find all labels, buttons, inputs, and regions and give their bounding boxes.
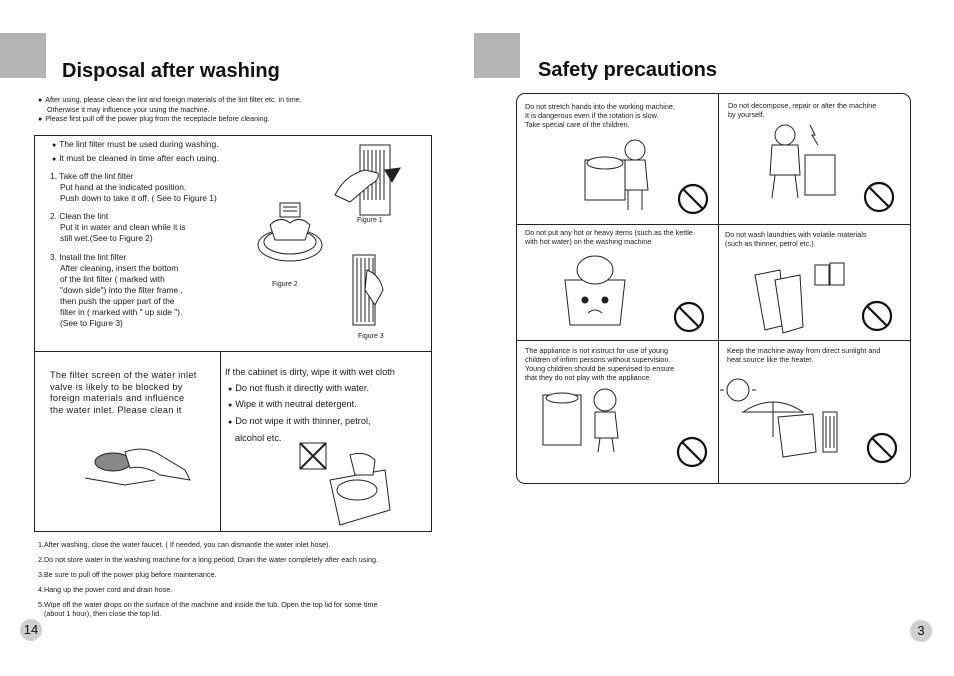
figure2-illustration — [250, 195, 330, 275]
safety-cell-3 — [525, 228, 693, 246]
left-header-decor — [0, 33, 46, 78]
left-page-number: 14 — [20, 619, 42, 641]
step2-line-2: still wet.(See to Figure 2) — [60, 233, 153, 243]
intro-line-2: Otherwise it may influence your using the machine. — [47, 105, 210, 114]
prohibition-icon — [678, 184, 708, 214]
cell3-illustration — [550, 245, 640, 335]
cabinet-item-3: ● Do not wipe it with thinner, petrol, — [225, 416, 395, 429]
cell1-line-1: Do not stretch hands into the working machine. — [525, 102, 675, 111]
left-page-title: Disposal after washing — [62, 60, 280, 82]
prohibition-icon — [867, 433, 897, 463]
right-page-number: 3 — [910, 620, 932, 642]
cell6-line-2: heat source like the heater. — [727, 355, 814, 364]
cabinet-illustration — [295, 440, 395, 525]
note-2: 2.Do not store water in the washing machine for a long period. Drain the water completely after each using. — [38, 555, 378, 564]
prohibition-icon — [674, 302, 704, 332]
figure1-caption: Figure 1 — [357, 217, 383, 224]
cell5-illustration — [540, 380, 630, 455]
cell4-line-1: Do not wash laundries with volatile materials — [725, 230, 867, 239]
cell4-line-2: (such as thinner, petrol etc.). — [725, 239, 816, 248]
step1-line-1: Put hand at the indicated position. — [60, 182, 187, 192]
note-3: 3.Be sure to pull off the power plug before maintenance. — [38, 570, 217, 579]
cell5-line-4: that they do not play with the appliance. — [525, 373, 652, 382]
intro-text — [38, 95, 302, 124]
step3-line-6: (See to Figure 3) — [60, 318, 123, 328]
inlet-text — [50, 370, 197, 416]
step3-title: 3. Install the lint filter — [50, 252, 127, 262]
cell6-line-1: Keep the machine away from direct sunlight and — [727, 346, 881, 355]
note-1: 1.After washing, close the water faucet. ( If needed, you can dismantle the water inlet hose). — [38, 540, 331, 549]
step3-line-2: of the lint filter ( marked with — [60, 274, 165, 284]
safety-divider-h2 — [516, 340, 910, 341]
figure1-illustration — [330, 140, 410, 220]
inlet-line-2: valve is likely to be blocked by — [50, 381, 183, 392]
prohibition-icon — [864, 182, 894, 212]
cell2-illustration — [760, 120, 840, 205]
inlet-line-4: the water inlet. Please clean it — [50, 404, 182, 415]
safety-divider-h1 — [516, 224, 910, 225]
step1-line-2: Push down to take it off. ( See to Figure 1) — [60, 193, 217, 203]
cell1-line-3: Take special care of the children. — [525, 120, 630, 129]
filter-bullet-1: ● The lint filter must be used during washing. — [50, 139, 219, 151]
filter-instructions — [50, 139, 219, 329]
note-5: 5.Wipe off the water drops on the surface of the machine and inside the tub. Open the top lid for some time — [38, 600, 378, 609]
cell4-illustration — [745, 255, 845, 335]
inlet-illustration — [85, 440, 195, 490]
cell5-line-3: Young children should be supervised to ensure — [525, 364, 675, 373]
cabinet-item-1: ● Do not flush it directly with water. — [225, 383, 395, 396]
right-header-decor — [474, 33, 520, 78]
safety-cell-5 — [525, 346, 674, 382]
safety-cell-1 — [525, 102, 675, 129]
cabinet-heading: If the cabinet is dirty, wipe it with wet cloth — [225, 367, 395, 377]
intro-line-3: ● Please first pull off the power plug from the receptacle before cleaning. — [38, 114, 302, 124]
cell1-illustration — [580, 135, 660, 215]
cell5-line-1: The appliance is not instruct for use of young — [525, 346, 669, 355]
step3-line-1: After cleaning, insert the bottom — [60, 263, 179, 273]
safety-cell-6 — [727, 346, 880, 364]
cabinet-item-2: ● Wipe it with neutral detergent. — [225, 399, 395, 412]
cabinet-item-4: alcohol etc. — [235, 433, 282, 443]
step2-title: 2. Clean the lint — [50, 211, 109, 221]
frame-divider-v — [220, 351, 221, 531]
intro-line-1: ● After using, please clean the lint and foreign materials of the lint filter etc. in time. — [38, 95, 302, 105]
step3-line-5: filter in ( marked with " up side "). — [60, 307, 183, 317]
cell5-line-2: children of infirm persons without supervision. — [525, 355, 671, 364]
figure3-caption: Figure 3 — [358, 333, 384, 340]
step3-line-4: then push the upper part of the — [60, 296, 175, 306]
note-5-cont: (about 1 hour), then close the top lid. — [44, 609, 162, 618]
notes — [38, 540, 378, 618]
frame-divider-h — [34, 351, 431, 352]
figure3-illustration — [345, 250, 395, 330]
step3-line-3: "down side") into the filter frame , — [60, 285, 183, 295]
cell3-line-1: Do not put any hot or heavy items (such as the kettle — [525, 228, 693, 237]
cell6-illustration — [718, 372, 858, 462]
filter-bullet-2: ● It must be cleaned in time after each using. — [50, 153, 219, 165]
safety-cell-2 — [728, 101, 876, 119]
cell2-line-2: by yourself. — [728, 110, 765, 119]
cabinet-text — [225, 367, 395, 445]
inlet-line-3: foreign materials and influence — [50, 393, 185, 403]
cell2-line-1: Do not decompose, repair or alter the machine — [728, 101, 877, 110]
note-4: 4.Hang up the power cord and drain hose. — [38, 585, 173, 594]
prohibition-icon — [677, 437, 707, 467]
inlet-line-1: The filter screen of the water inlet — [50, 370, 197, 380]
cell3-line-2: with hot water) on the washing machine — [525, 237, 652, 246]
figure2-caption: Figure 2 — [272, 281, 298, 288]
safety-cell-4 — [725, 230, 866, 248]
step1-title: 1. Take off the lint filter — [50, 171, 134, 181]
right-page-title: Safety precautions — [538, 59, 717, 81]
prohibition-icon — [862, 301, 892, 331]
step2-line-1: Put it in water and clean while it is — [60, 222, 186, 232]
cell1-line-2: It is dangerous even if the rotation is slow. — [525, 111, 659, 120]
